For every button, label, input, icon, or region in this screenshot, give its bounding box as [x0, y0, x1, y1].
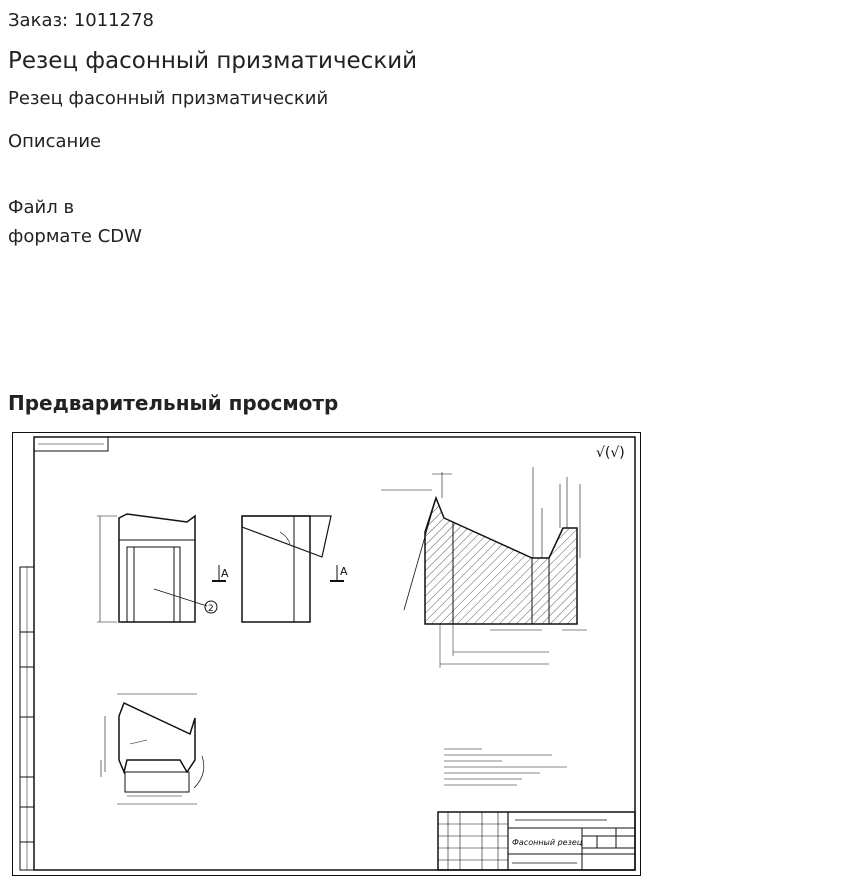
svg-text:A: A	[340, 565, 348, 578]
description-label: Описание	[8, 131, 102, 152]
roughness-mark: √(√)	[596, 445, 625, 461]
sheet-outer-border	[13, 433, 641, 876]
preview-heading: Предварительный просмотр	[8, 391, 339, 415]
page-title: Резец фасонный призматический	[8, 48, 418, 74]
product-subtitle: Резец фасонный призматический	[8, 88, 329, 109]
order-number: Заказ: 1011278	[8, 10, 154, 31]
sheet-inner-frame	[34, 437, 635, 870]
bottom-view	[101, 694, 204, 804]
technical-drawing-preview	[12, 432, 641, 876]
file-format-info	[8, 193, 142, 251]
front-view	[97, 514, 217, 622]
svg-text:A: A	[221, 567, 229, 580]
title-block-name: Фасонный резец	[512, 838, 583, 847]
profile-section	[381, 467, 587, 668]
file-info-line: Файл в	[8, 197, 75, 218]
section-marker-a	[212, 565, 229, 581]
title-block	[438, 812, 635, 870]
callout-number: 2	[208, 604, 214, 614]
section-marker-a	[330, 565, 348, 581]
file-info-line: формате CDW	[8, 226, 142, 247]
side-view	[242, 516, 331, 622]
technical-notes	[444, 749, 567, 785]
